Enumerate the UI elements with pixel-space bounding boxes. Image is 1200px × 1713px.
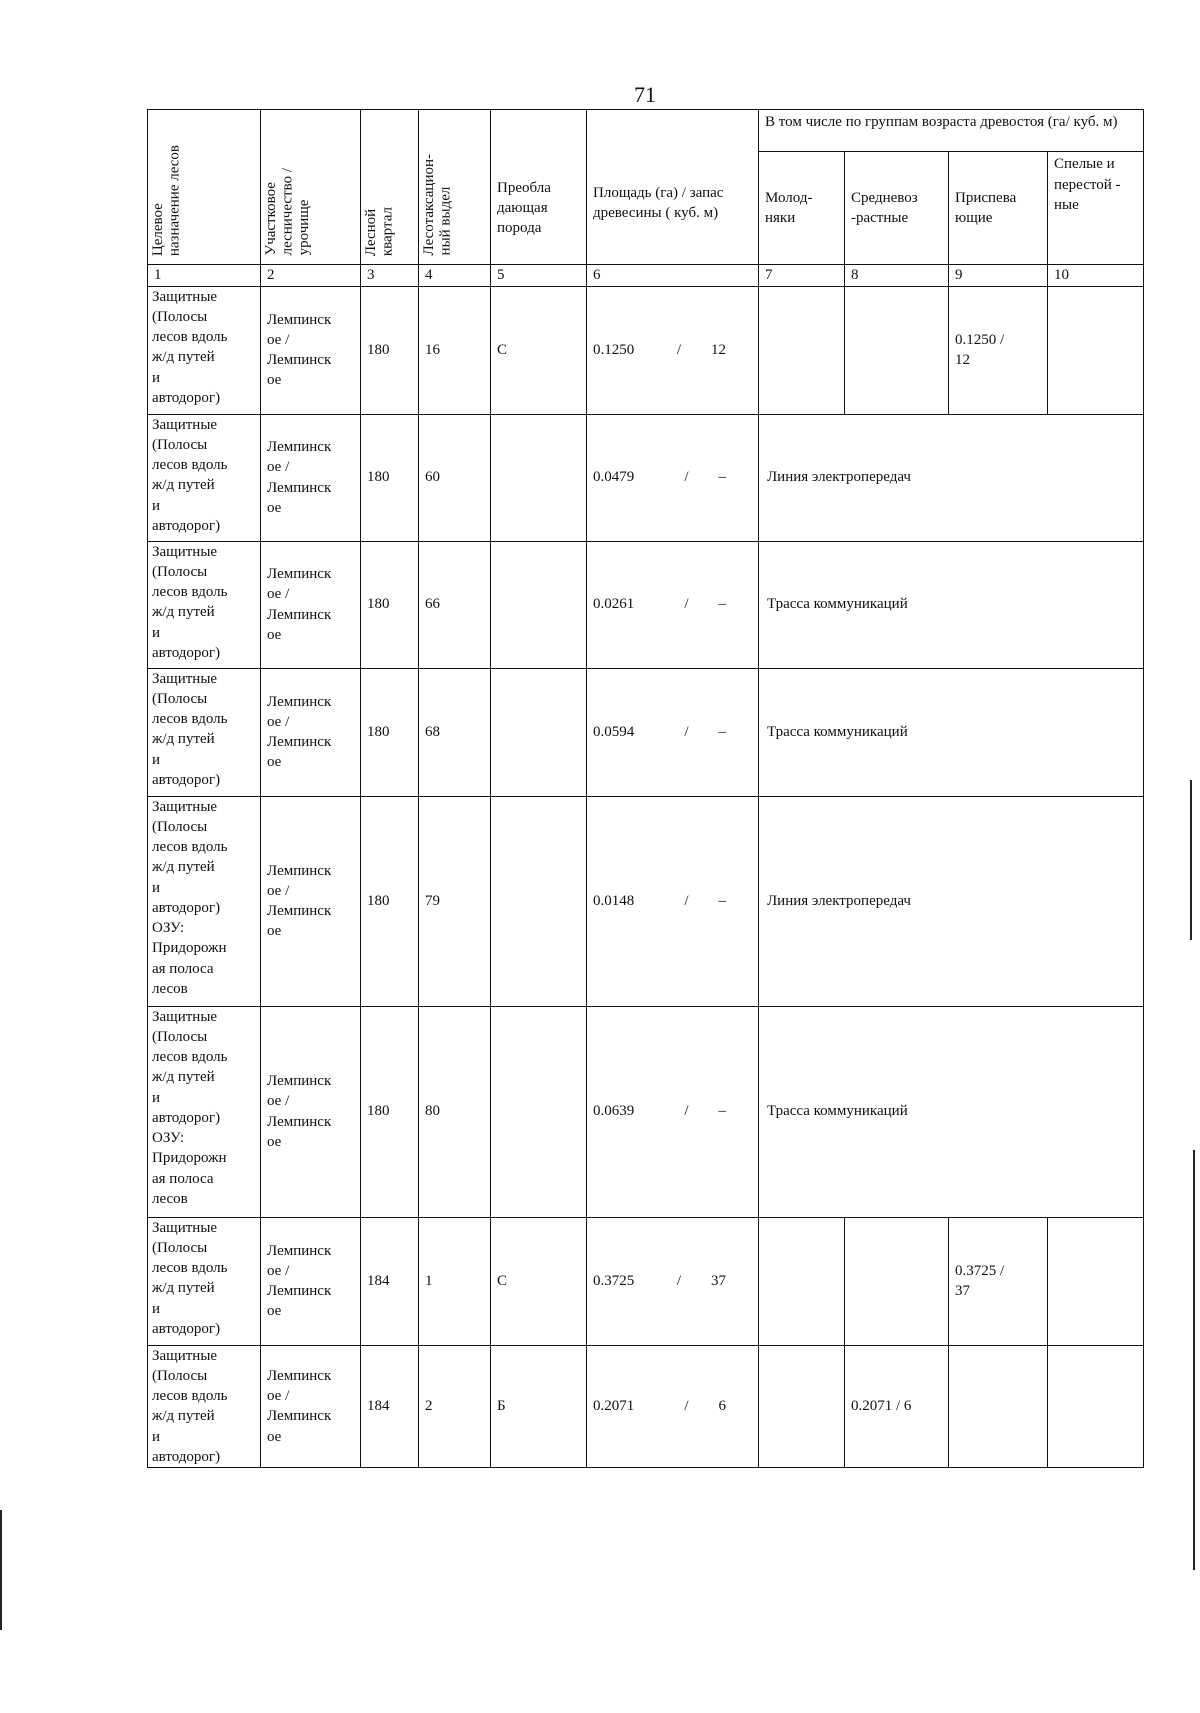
- column-number-row: [148, 265, 1144, 287]
- header-premature: Приспева ющие: [949, 152, 1048, 265]
- cell-mature: [1048, 286, 1144, 414]
- table-row: [148, 541, 1144, 668]
- cell-species: С: [491, 1217, 587, 1345]
- cell-species: [491, 541, 587, 668]
- cell-mature: [1048, 1345, 1144, 1468]
- cell-district: Лемпинск ое / Лемпинск ое: [261, 286, 361, 414]
- cell-quarter: 180: [361, 286, 419, 414]
- cell-middle: [845, 1217, 949, 1345]
- header-plot: Лесотаксацион- ный выдел: [419, 110, 491, 265]
- cell-species: [491, 668, 587, 796]
- cell-district: Лемпинск ое / Лемпинск ое: [261, 1006, 361, 1217]
- cell-premature: 0.1250 / 12: [949, 286, 1048, 414]
- cell-mature: [1048, 1217, 1144, 1345]
- cell-premature: 0.3725 / 37: [949, 1217, 1048, 1345]
- cell-species: [491, 796, 587, 1006]
- cell-area: 0.1250 / 12: [587, 286, 759, 414]
- cell-premature: [949, 1345, 1048, 1468]
- table-row: [148, 1345, 1144, 1468]
- cell-plot: 79: [419, 796, 491, 1006]
- cell-plot: 60: [419, 414, 491, 541]
- cell-quarter: 180: [361, 541, 419, 668]
- cell-plot: 68: [419, 668, 491, 796]
- column-number: 9: [949, 265, 1048, 287]
- page-number: 71: [634, 82, 656, 107]
- cell-quarter: 180: [361, 1006, 419, 1217]
- cell-district: Лемпинск ое / Лемпинск ое: [261, 541, 361, 668]
- column-number: 8: [845, 265, 949, 287]
- cell-species: [491, 414, 587, 541]
- cell-district: Лемпинск ое / Лемпинск ое: [261, 1217, 361, 1345]
- cell-young: [759, 1217, 845, 1345]
- table-row: [148, 1217, 1144, 1345]
- cell-purpose: Защитные (Полосы лесов вдоль ж/д путей и автодорог) ОЗУ: Придорожн ая полоса лесов: [148, 796, 261, 1006]
- cell-purpose: Защитные (Полосы лесов вдоль ж/д путей и автодорог): [148, 541, 261, 668]
- cell-young: [759, 286, 845, 414]
- cell-area: 0.3725 / 37: [587, 1217, 759, 1345]
- cell-note: Трасса коммуникаций: [759, 541, 1144, 668]
- cell-purpose: Защитные (Полосы лесов вдоль ж/д путей и автодорог): [148, 414, 261, 541]
- cell-plot: 16: [419, 286, 491, 414]
- cell-plot: 1: [419, 1217, 491, 1345]
- cell-area: 0.0594 / –: [587, 668, 759, 796]
- cell-purpose: Защитные (Полосы лесов вдоль ж/д путей и автодорог): [148, 1345, 261, 1468]
- column-number: 6: [587, 265, 759, 287]
- column-number: 2: [261, 265, 361, 287]
- cell-purpose: Защитные (Полосы лесов вдоль ж/д путей и автодорог): [148, 1217, 261, 1345]
- header-quarter: Лесной квартал: [361, 110, 419, 265]
- cell-note: Трасса коммуникаций: [759, 1006, 1144, 1217]
- cell-quarter: 184: [361, 1217, 419, 1345]
- cell-area: 0.0479 / –: [587, 414, 759, 541]
- cell-species: С: [491, 286, 587, 414]
- cell-area: 0.0639 / –: [587, 1006, 759, 1217]
- cell-quarter: 180: [361, 668, 419, 796]
- cell-district: Лемпинск ое / Лемпинск ое: [261, 668, 361, 796]
- cell-middle: 0.2071 / 6: [845, 1345, 949, 1468]
- column-number: 4: [419, 265, 491, 287]
- cell-species: [491, 1006, 587, 1217]
- cell-area: 0.2071 / 6: [587, 1345, 759, 1468]
- table-body: [148, 286, 1144, 1468]
- cell-plot: 2: [419, 1345, 491, 1468]
- header-middle: Средневоз -растные: [845, 152, 949, 265]
- cell-area: 0.0148 / –: [587, 796, 759, 1006]
- table-row: [148, 414, 1144, 541]
- cell-note: Линия электропередач: [759, 796, 1144, 1006]
- scan-artifact: [1193, 1150, 1195, 1570]
- header-area: Площадь (га) / запас древесины ( куб. м): [587, 110, 759, 265]
- column-number: 1: [148, 265, 261, 287]
- cell-quarter: 180: [361, 796, 419, 1006]
- column-number: 7: [759, 265, 845, 287]
- column-number: 3: [361, 265, 419, 287]
- cell-quarter: 184: [361, 1345, 419, 1468]
- cell-plot: 80: [419, 1006, 491, 1217]
- cell-note: Трасса коммуникаций: [759, 668, 1144, 796]
- table-row: [148, 1006, 1144, 1217]
- header-age-groups: В том числе по группам возраста древостоя (га/ куб. м): [759, 110, 1144, 152]
- scan-artifact: [0, 1510, 2, 1630]
- column-number: 5: [491, 265, 587, 287]
- header-mature: Спелые и перестой - ные: [1048, 152, 1144, 265]
- cell-species: Б: [491, 1345, 587, 1468]
- table-row: [148, 796, 1144, 1006]
- cell-middle: [845, 286, 949, 414]
- cell-young: [759, 1345, 845, 1468]
- cell-area: 0.0261 / –: [587, 541, 759, 668]
- cell-district: Лемпинск ое / Лемпинск ое: [261, 1345, 361, 1468]
- header-district: Участковое лесничество / урочище: [261, 110, 361, 265]
- cell-plot: 66: [419, 541, 491, 668]
- cell-purpose: Защитные (Полосы лесов вдоль ж/д путей и автодорог): [148, 286, 261, 414]
- table-row: [148, 286, 1144, 414]
- cell-district: Лемпинск ое / Лемпинск ое: [261, 414, 361, 541]
- header-species: Преобла дающая порода: [491, 110, 587, 265]
- cell-quarter: 180: [361, 414, 419, 541]
- column-number: 10: [1048, 265, 1144, 287]
- cell-note: Линия электропередач: [759, 414, 1144, 541]
- cell-purpose: Защитные (Полосы лесов вдоль ж/д путей и автодорог): [148, 668, 261, 796]
- table-row: [148, 668, 1144, 796]
- cell-purpose: Защитные (Полосы лесов вдоль ж/д путей и автодорог) ОЗУ: Придорожн ая полоса лесов: [148, 1006, 261, 1217]
- header-purpose: Целевое назначение лесов: [148, 110, 261, 265]
- scan-artifact: [1190, 780, 1192, 940]
- forest-table: [147, 109, 1144, 1468]
- header-young: Молод- няки: [759, 152, 845, 265]
- cell-district: Лемпинск ое / Лемпинск ое: [261, 796, 361, 1006]
